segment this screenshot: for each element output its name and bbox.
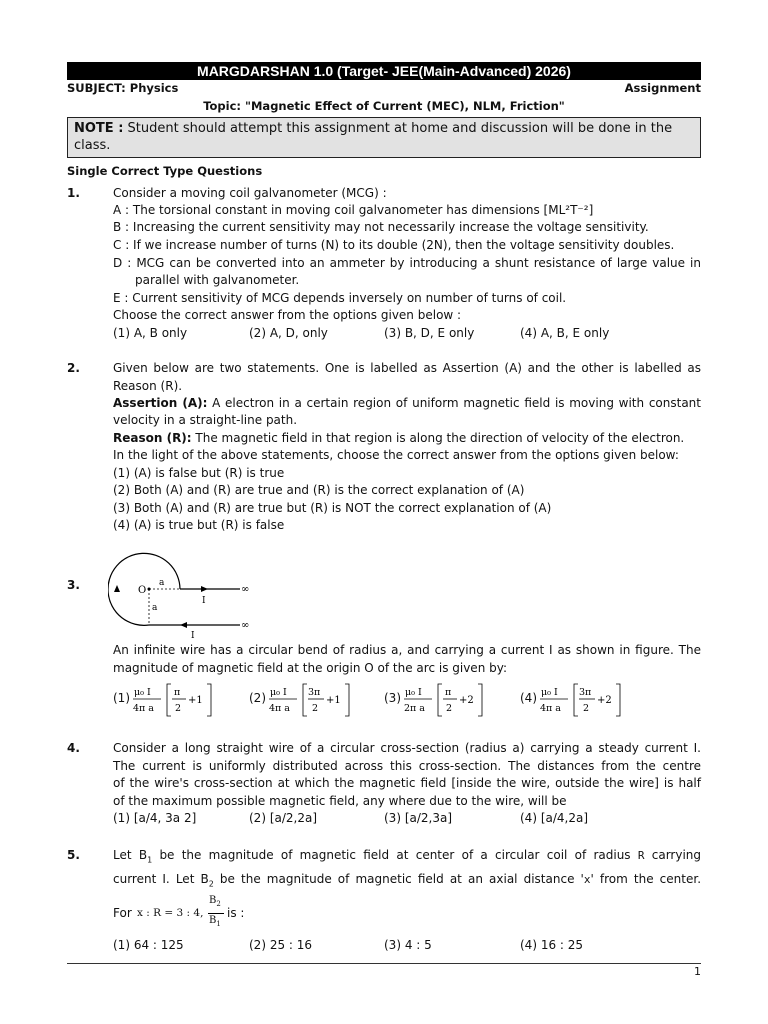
q1-option-4: (4) A, B, E only — [520, 326, 610, 340]
q4-line-1: Consider a long straight wire of a circular cross-section (radius a) carrying a steady current I. — [113, 741, 701, 755]
q2-assertion — [113, 396, 701, 410]
q1-statement-d-cont: parallel with galvanometer. — [135, 273, 300, 287]
q5-option-1: (1) 64 : 125 — [113, 938, 184, 952]
q4-option-2: (2) [a/2,2a] — [249, 811, 318, 825]
q3-option-2 — [249, 682, 359, 718]
formula-numerator: μ₀ I — [134, 687, 151, 698]
q5-line-2 — [113, 872, 701, 888]
q1-statement-d: D : MCG can be converted into an ammeter by introducing a shunt resistance of large value in — [113, 256, 701, 270]
bracket-addend: +2 — [597, 695, 612, 706]
radius-label-vertical: a — [152, 603, 158, 613]
q5-fraction-bar — [208, 913, 224, 914]
q2-instruction: In the light of the above statements, choose the correct answer from the options given below: — [113, 448, 679, 462]
q5-text: current I. Let B — [113, 872, 209, 886]
reason-label: Reason (R): — [113, 431, 192, 445]
formula-numerator: μ₀ I — [270, 687, 287, 698]
q2-assertion-cont: velocity in a straight-line path. — [113, 413, 298, 427]
footer-divider — [67, 963, 701, 964]
q1-option-2: (2) A, D, only — [249, 326, 328, 340]
q5-subscript: 2 — [208, 879, 214, 889]
q5-radius-symbol: R — [637, 849, 645, 862]
page-number: 1 — [694, 965, 701, 978]
infinity-label-top: ∞ — [241, 584, 250, 595]
q5-text: carrying — [644, 848, 702, 862]
q5-denominator-subscript: 1 — [216, 920, 221, 928]
formula-denominator: 2π a — [404, 703, 425, 714]
q5-distance-symbol: x — [583, 873, 591, 886]
q2-reason — [113, 431, 684, 445]
bracket-numerator: π — [174, 687, 181, 698]
q2-line-2: Reason (R). — [113, 379, 183, 393]
q5-fraction-denominator — [209, 915, 221, 928]
q2-line-1: Given below are two statements. One is labelled as Assertion (A) and the other is labelled as — [113, 361, 701, 375]
infinity-label-bottom: ∞ — [241, 620, 250, 631]
q1-statement-e: E : Current sensitivity of MCG depends inversely on number of turns of coil. — [113, 291, 567, 305]
q1-statement-c: C : If we increase number of turns (N) to its double (2N), then the voltage sensitivity doubles. — [113, 238, 675, 252]
q1-statement-a: A : The torsional constant in moving coil galvanometer has dimensions [ML²T⁻²] — [113, 203, 594, 217]
q5-option-4: (4) 16 : 25 — [520, 938, 584, 952]
q5-numerator-symbol: B — [209, 895, 217, 906]
q5-ratio: x : R = 3 : 4, — [137, 907, 204, 919]
subject-label: SUBJECT: Physics — [67, 81, 179, 95]
q3-line-2: magnitude of magnetic field at the origin O of the arc is given by: — [113, 661, 508, 675]
note-label: NOTE : — [74, 121, 124, 136]
bracket-numerator: 3π — [579, 687, 592, 698]
q2-option-3: (3) Both (A) and (R) are true but (R) is NOT the correct explanation of (A) — [113, 501, 552, 515]
q1-statement-b: B : Increasing the current sensitivity may not necessarily increase the voltage sensitivity. — [113, 220, 649, 234]
bracket-denominator: 2 — [446, 703, 453, 714]
q4-line-4: of the maximum possible magnetic field, any where due to the wire, will be — [113, 794, 567, 808]
radius-label-horizontal: a — [159, 578, 165, 588]
q2-option-4: (4) (A) is true but (R) is false — [113, 518, 285, 532]
bracket-denominator: 2 — [312, 703, 319, 714]
q2-option-2: (2) Both (A) and (R) are true and (R) is the correct explanation of (A) — [113, 483, 525, 497]
q5-fraction-numerator — [209, 895, 221, 908]
origin-label: O — [138, 585, 147, 596]
q5-option-3: (3) 4 : 5 — [384, 938, 432, 952]
q2-option-1: (1) (A) is false but (R) is true — [113, 466, 285, 480]
bracket-numerator: π — [445, 687, 452, 698]
q1-option-3: (3) B, D, E only — [384, 326, 475, 340]
q5-text: be the magnitude of magnetic field at center of a circular coil of radius — [152, 848, 638, 862]
q3-option-3-number: (3) — [384, 691, 401, 705]
note-box — [67, 117, 701, 158]
q3-option-4-formula — [538, 682, 630, 718]
question-5-number: 5. — [67, 848, 80, 862]
q5-text: be the magnitude of magnetic field at an axial distance ' — [213, 872, 584, 886]
question-4-number: 4. — [67, 741, 80, 755]
bracket-addend: +2 — [459, 695, 474, 706]
q1-option-1: (1) A, B only — [113, 326, 188, 340]
q5-text: For — [113, 906, 132, 920]
reason-text: The magnetic field in that region is along the direction of velocity of the electron. — [191, 431, 685, 445]
q1-choose: Choose the correct answer from the options given below : — [113, 308, 462, 322]
topic-line: Topic: "Magnetic Effect of Current (MEC), NLM, Friction" — [203, 99, 565, 113]
q3-option-3-formula — [402, 682, 494, 718]
q4-line-3: of the wire's cross-section at which the magnetic field [inside the wire, outside the wire] is half — [113, 776, 701, 790]
formula-denominator: 4π a — [133, 703, 154, 714]
section-heading: Single Correct Type Questions — [67, 164, 263, 178]
circular-bend-wire-figure — [108, 552, 258, 644]
question-3-number: 3. — [67, 578, 80, 592]
q5-subscript: 1 — [147, 855, 153, 865]
assignment-label: Assignment — [624, 81, 701, 95]
q5-line-3 — [113, 895, 313, 932]
formula-denominator: 4π a — [540, 703, 561, 714]
q3-option-4-number: (4) — [520, 691, 537, 705]
current-label-top: I — [202, 596, 206, 606]
assertion-text: A electron in a certain region of uniform magnetic field is moving with constant — [207, 396, 701, 410]
bracket-denominator: 2 — [583, 703, 590, 714]
q5-line-1 — [113, 848, 701, 864]
question-2-number: 2. — [67, 361, 80, 375]
q3-option-1 — [113, 682, 223, 718]
bracket-denominator: 2 — [175, 703, 182, 714]
q4-line-2: The current is uniformly distributed across this cross-section. The distances from the centre — [113, 759, 701, 773]
bracket-addend: +1 — [188, 695, 203, 706]
q3-option-4 — [520, 682, 630, 718]
document-title: MARGDARSHAN 1.0 (Target- JEE(Main-Advanced) 2026) — [67, 62, 701, 80]
question-1-number: 1. — [67, 186, 80, 200]
assertion-label: Assertion (A): — [113, 396, 208, 410]
q5-text: is : — [227, 906, 245, 920]
q3-option-2-formula — [267, 682, 359, 718]
formula-denominator: 4π a — [269, 703, 290, 714]
q1-stem: Consider a moving coil galvanometer (MCG) : — [113, 186, 387, 200]
q4-option-4: (4) [a/4,2a] — [520, 811, 589, 825]
q5-text: ' from the center. — [590, 872, 702, 886]
formula-numerator: μ₀ I — [541, 687, 558, 698]
bracket-numerator: 3π — [308, 687, 321, 698]
q3-option-1-number: (1) — [113, 691, 130, 705]
q3-option-1-formula — [131, 682, 223, 718]
formula-numerator: μ₀ I — [405, 687, 422, 698]
q5-text: Let B — [113, 848, 148, 862]
q3-option-3 — [384, 682, 494, 718]
q4-option-1: (1) [a/4, 3a 2] — [113, 811, 197, 825]
q3-option-2-number: (2) — [249, 691, 266, 705]
note-text: Student should attempt this assignment at home and discussion will be done in the class. — [74, 121, 673, 153]
bracket-addend: +1 — [326, 695, 341, 706]
q5-numerator-subscript: 2 — [216, 900, 221, 908]
q3-line-1: An infinite wire has a circular bend of radius a, and carrying a current I as shown in figure. The — [113, 643, 701, 657]
q4-option-3: (3) [a/2,3a] — [384, 811, 453, 825]
q5-option-2: (2) 25 : 16 — [249, 938, 313, 952]
q5-denominator-symbol: B — [209, 915, 217, 926]
current-label-bottom: I — [191, 631, 195, 641]
